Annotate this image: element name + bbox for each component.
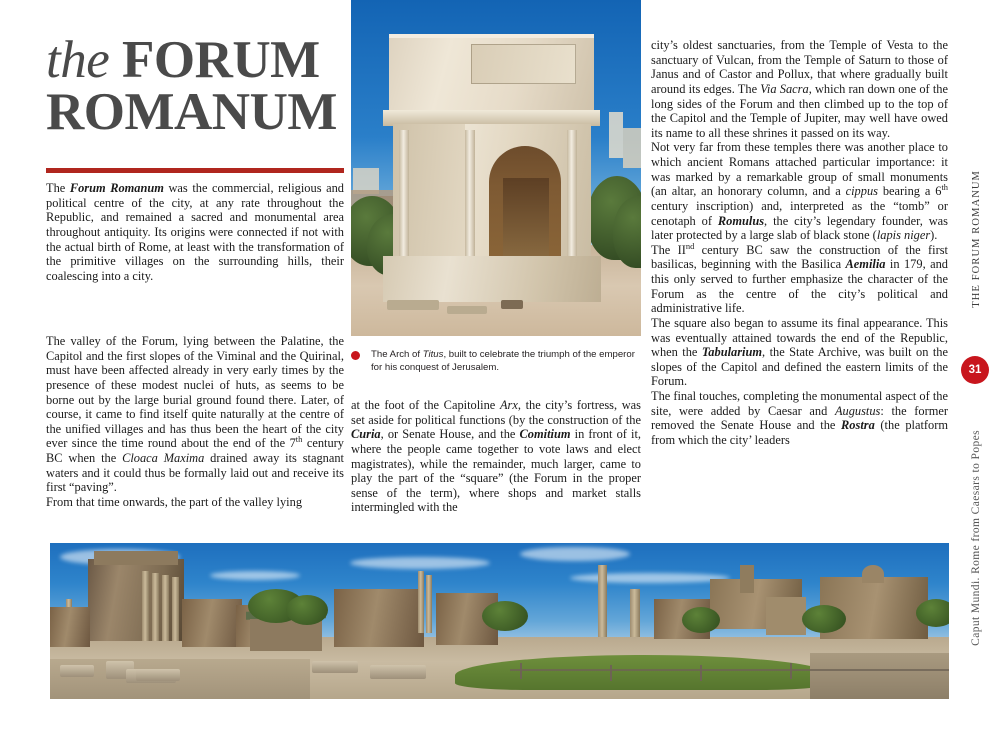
arch-opening-shadow: [503, 178, 549, 262]
text-run: Not very far from these temples there was another place to which ancient Romans attached particular importance: it was marked by a remarkable group of small monuments (an altar, an honorary column, and a: [651, 140, 948, 199]
right-monument-2: [623, 128, 641, 168]
fence-post: [520, 663, 522, 679]
text-run: , the State Archive, was built on the slopes of the Capitol and defined the eastern limits of the Forum.: [651, 345, 949, 389]
text-run: , built to celebrate the triumph of the emperor for his conquest of Jerusalem.: [371, 349, 635, 373]
church-dome: [862, 565, 884, 583]
term-curia: Curia: [351, 427, 381, 442]
tree: [286, 595, 328, 625]
page-title-line-1: [46, 31, 356, 89]
temple-column: [172, 577, 179, 641]
paragraph-7: [651, 240, 948, 316]
term-augustus: Augustus: [834, 403, 881, 418]
temple-column: [152, 573, 159, 641]
right-monument: [609, 112, 623, 158]
arch-pilaster-left: [465, 130, 475, 262]
paragraph-1: [46, 181, 344, 283]
bullet-dot-icon: [351, 351, 360, 360]
paragraph-8: [651, 316, 948, 389]
text-run: The Arch of: [371, 349, 423, 360]
page-number-badge: 31: [961, 356, 989, 384]
text-run: at the foot of the Capitoline: [351, 398, 500, 412]
term-lapis-niger: lapis niger: [876, 228, 931, 243]
chapter-running-head: THE FORUM ROMANUM: [971, 170, 982, 308]
text-run: drained away its stagnant waters and it could thus be formally laid out and receive its first “paving”.: [46, 451, 344, 495]
arch-inscription-panel: [471, 44, 576, 84]
term-romulus: Romulus: [717, 213, 765, 228]
term-titus: Titus: [422, 349, 444, 360]
text-run: , the city’s fortress, was set aside for political functions (by the construction of the: [351, 398, 641, 427]
term-comitium: Comitium: [519, 427, 571, 442]
forum-lawn: [455, 655, 833, 689]
text-run: century BC when the: [46, 436, 344, 465]
tree: [916, 599, 949, 627]
term-aemilia: Aemilia: [845, 257, 886, 272]
term-cloaca-maxima: Cloaca Maxima: [122, 451, 205, 465]
paragraph-4: [351, 398, 641, 515]
temple-column: [162, 575, 169, 641]
term-via-sacra: Via Sacra: [760, 81, 809, 96]
column-of-phocas: [598, 565, 607, 637]
paragraph-3: From that time onwards, the part of the valley lying: [46, 494, 303, 509]
ruin-mound: [334, 589, 424, 647]
fence-post: [790, 663, 792, 679]
text-run: century inscription) and, interpreted as the “tomb” or cenotaph of: [651, 198, 948, 228]
term-rostra: Rostra: [841, 418, 875, 433]
foreground-stone: [312, 661, 358, 673]
cloud: [570, 573, 730, 583]
title-divider-rule: [46, 168, 344, 173]
tree: [802, 605, 846, 633]
superscript-th: th: [295, 434, 303, 445]
temple-of-antoninus: [88, 559, 184, 641]
page-title-forum: FORUM: [122, 31, 320, 89]
arch-pilaster-far-left: [399, 130, 409, 262]
foreground-rubble-1: [387, 300, 439, 310]
paragraph-2: [46, 334, 344, 495]
book-running-head: Caput Mundi. Rome from Caesars to Popes: [970, 430, 982, 646]
superscript-th: th: [941, 182, 948, 193]
superscript-nd: nd: [685, 240, 695, 251]
text-run: The II: [651, 242, 686, 257]
foreground-stone: [136, 669, 180, 681]
arch-of-septimius-severus: [766, 597, 806, 635]
text-run: in front of it, where the people came together to vote laws and elect magistrates), while the remainder, much larger, came to play the part of the “square” (the Forum in the proper sense of the term), where shops and market stalls intermingled with the: [351, 427, 641, 515]
arch-pilaster-right: [567, 130, 577, 262]
text-run: bearing a 6: [877, 184, 942, 199]
temple-column: [142, 571, 149, 641]
term-arx: Arx: [499, 398, 518, 412]
bell-tower: [740, 565, 754, 593]
standing-columns: [426, 575, 432, 633]
cloud: [350, 557, 490, 569]
cloud: [210, 571, 300, 580]
text-run: (the platform from which the city’ leaders: [651, 418, 949, 447]
term-forum-romanum: Forum Romanum: [69, 181, 164, 195]
foreground-stone: [370, 665, 426, 679]
fence-post: [610, 665, 612, 681]
text-run: ).: [930, 228, 938, 243]
text-run: : the former removed the Senate House and the: [651, 403, 948, 433]
foreground-rubble-2: [447, 306, 487, 314]
term-tabularium: Tabularium: [701, 345, 763, 360]
photo-caption: [351, 349, 641, 374]
text-run: , or Senate House, and the: [380, 427, 520, 442]
text-run: The final touches, completing the monumental aspect of the site, were added by Caesar and: [651, 389, 948, 418]
standing-columns: [418, 571, 424, 633]
temple-pediment: [94, 551, 178, 565]
body-column-1-cont: [46, 334, 344, 510]
tree: [482, 601, 528, 631]
arch-of-titus-photo: [351, 0, 641, 336]
ruin-wall: [182, 599, 242, 647]
fence-rail: [510, 669, 949, 671]
text-run: The valley of the Forum, lying between the Palatine, the Capitol and the first slopes of the Viminal and the Quirinal, must have been affected already in very early times by the presence of these modest nuclei of huts, as seems to be borne out by the large burial ground found there. Later, of course, it came to find itself quite naturally at the centre of the unified villages and has thus been the heart of the city ever since the time round about the end of the 7: [46, 334, 344, 451]
text-run: The: [46, 181, 70, 195]
text-run: , the city’s legendary founder, was later protected by a large slab of black stone (: [651, 213, 948, 243]
page-title-line-2: [46, 83, 356, 142]
arch-base: [383, 256, 601, 302]
text-run: century BC saw the construction of the first basilicas, beginning with the Basilica: [651, 242, 948, 272]
brick-pillar: [630, 589, 640, 637]
text-run: city’s oldest sanctuaries, from the Temple of Vesta to the sanctuary of Vulcan, from the Temple of Saturn to those of Janus and of Castor and Pollux, that where gradually built around its edges. The: [651, 38, 948, 96]
ruin-wall: [50, 607, 90, 647]
text-run: was the commercial, religious and political centre of the city, at any rate throughout the Republic, and remained a sacred and monumental area throughout antiquity. Its origins were connected if not with the actual birth of Rome, at least with the transformation of the primitive villages on the surrounding hills, their coalescing into a city.: [46, 181, 344, 283]
paragraph-9: [651, 389, 948, 448]
page-title: [46, 31, 356, 142]
body-column-3: [651, 38, 948, 448]
roman-forum-panorama-photo: [50, 543, 949, 699]
foreground-stone: [60, 665, 94, 677]
body-column-1: [46, 181, 344, 283]
text-run: The square also began to assume its final appearance. This was eventually attained towards the end of the Republic, when the: [651, 315, 948, 360]
paragraph-6: [651, 140, 948, 242]
body-column-2: [351, 398, 641, 515]
paved-road: [810, 653, 949, 699]
arch-structure: [379, 18, 604, 313]
caption-text: [371, 349, 641, 374]
page-title-the: the: [46, 31, 110, 89]
paragraph-5: [651, 38, 948, 140]
fence-post: [700, 665, 702, 681]
text-run: , which ran down one of the long sides of the Forum and then climbed up to the top of the Capitol and the Temple of Jupiter, may well have owed its name to all these shrines it passed on its way.: [651, 81, 948, 140]
term-cippus: cippus: [845, 184, 878, 199]
tree: [682, 607, 720, 633]
foreground-rubble-3: [501, 300, 523, 309]
text-run: in 179, and this only served to further emphasize the character of the Forum as the centre of the city’s political and administrative life.: [651, 257, 948, 316]
cloud: [520, 547, 630, 561]
page-title-romanum: ROMANUM: [46, 83, 337, 142]
